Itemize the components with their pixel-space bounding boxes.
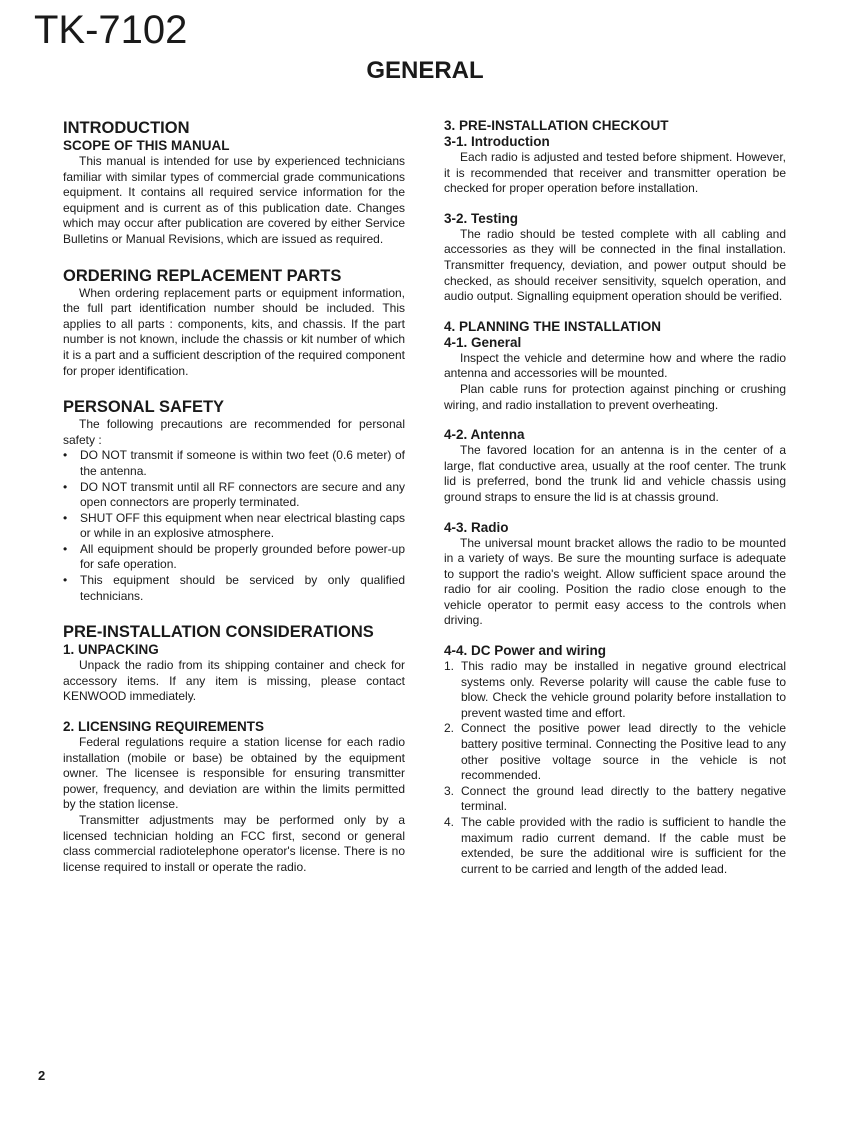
safety-list <box>63 448 405 604</box>
dc-power-list <box>444 659 786 877</box>
left-column <box>63 118 405 875</box>
list-item <box>444 721 786 783</box>
list-item-text: This radio may be installed in negative ground electrical systems only. Reverse polarity will cause the cable fuse to blow. Check the vehicle ground polarity before installation to prevent wasted time and effort. <box>461 659 786 720</box>
testing-heading: 3-2. Testing <box>444 210 519 226</box>
introduction-section <box>63 118 405 248</box>
general-paragraph-1: Inspect the vehicle and determine how and where the radio antenna and accessories will be mounted. <box>444 350 786 381</box>
list-item-text: The cable provided with the radio is sufficient to handle the maximum radio current demand. If the cable must be extended, be sure the additional wire is sufficient for the current to be carried and length of the added lead. <box>461 815 786 876</box>
licensing-heading: 2. LICENSING REQUIREMENTS <box>63 719 265 735</box>
ordering-section <box>63 266 405 380</box>
bullet-icon: • <box>63 541 68 556</box>
antenna-heading: 4-2. Antenna <box>444 427 525 443</box>
list-number: 1. <box>444 659 455 674</box>
right-column <box>444 118 786 877</box>
planning-heading: 4. PLANNING THE INSTALLATION <box>444 318 661 334</box>
checkout-section <box>444 118 786 305</box>
bullet-icon: • <box>63 510 68 525</box>
ordering-heading: ORDERING REPLACEMENT PARTS <box>63 266 342 285</box>
general-heading: 4-1. General <box>444 334 522 350</box>
radio-paragraph: The universal mount bracket allows the radio to be mounted in a variety of ways. Be sure the mounting surface is adequate to support the radio's weight. Allow sufficient space around the radio for air cooling. Position the radio close enough to the vehicle operator to permit easy access to the controls when driving. <box>444 535 786 628</box>
bullet-icon: • <box>63 573 68 588</box>
list-item-text: Connect the ground lead directly to the battery negative terminal. <box>461 783 786 814</box>
list-item-text: All equipment should be properly grounded before power-up for safe operation. <box>80 541 405 572</box>
list-item <box>444 815 786 877</box>
list-item <box>63 448 405 479</box>
list-item-text: DO NOT transmit until all RF connectors are secure and any open connectors are properly terminated. <box>80 479 405 510</box>
preinstallation-section <box>63 622 405 875</box>
list-number: 4. <box>444 815 455 829</box>
page-title: GENERAL <box>366 57 484 84</box>
introduction-paragraph: Each radio is adjusted and tested before shipment. However, it is recommended that receiver and transmitter operation be checked for proper operation before installation. <box>444 150 786 196</box>
licensing-paragraph-2: Transmitter adjustments may be performed only by a licensed technician holding an FCC first, second or general class commercial radiotelephone operator's license. There is no license required to install or operate the radio. <box>63 813 405 874</box>
introduction-heading: INTRODUCTION <box>63 119 190 137</box>
list-item <box>63 542 405 573</box>
introduction-subheading: 3-1. Introduction <box>444 134 550 149</box>
checkout-heading: 3. PRE-INSTALLATION CHECKOUT <box>444 118 669 133</box>
safety-heading: PERSONAL SAFETY <box>63 398 225 417</box>
bullet-icon: • <box>63 448 68 463</box>
list-number: 3. <box>444 783 455 798</box>
planning-section <box>444 319 786 878</box>
general-paragraph-2: Plan cable runs for protection against pinching or crushing wiring, and radio installation to prevent overheating. <box>444 381 786 412</box>
scope-paragraph: This manual is intended for use by experienced technicians familiar with similar types of commercial grade communications equipment. It contains all required service information for the equipment and is current as of this publication date. Changes which may occur after publication are covered by either Service Bulletins or Manual Revisions, which are issued as required. <box>63 154 405 246</box>
radio-heading: 4-3. Radio <box>444 519 509 535</box>
licensing-paragraph-1: Federal regulations require a station license for each radio installation (mobile or base) be obtained by the equipment owner. The licensee is responsible for ensuring transmitter power, frequency, and deviation are within the limits permitted by the station license. <box>63 735 405 812</box>
list-item-text: Connect the positive power lead directly to the vehicle battery positive terminal. Connecting the Positive lead to any other positive voltage source in the vehicle is not recommended. <box>461 721 786 783</box>
scope-heading: SCOPE OF THIS MANUAL <box>63 138 230 153</box>
testing-paragraph: The radio should be tested complete with all cabling and accessories as they will be connected in the final installation. Transmitter frequency, deviation, and power output should be checked, as should receiver sensitivity, squelch operation, and audio output. Signalling equipment operation should be verified. <box>444 226 786 304</box>
list-item <box>63 511 405 542</box>
list-item <box>63 480 405 511</box>
list-number: 2. <box>444 721 455 736</box>
list-item-text: DO NOT transmit if someone is within two feet (0.6 meter) of the antenna. <box>80 448 405 478</box>
list-item-text: This equipment should be serviced by only qualified technicians. <box>80 573 405 603</box>
list-item <box>444 784 786 815</box>
list-item <box>63 573 405 604</box>
unpacking-paragraph: Unpack the radio from its shipping container and check for accessory items. If any item is missing, please contact KENWOOD immediately. <box>63 658 405 704</box>
preinstallation-heading: PRE-INSTALLATION CONSIDERATIONS <box>63 623 374 642</box>
ordering-paragraph: When ordering replacement parts or equipment information, the full part identification number should be included. This applies to all parts : components, kits, and chassis. If the part number is not known, include the chassis or kit number of which it is a part and a sufficient description of the required component for proper identification. <box>63 285 405 378</box>
list-item-text: SHUT OFF this equipment when near electrical blasting caps or while in an explosive atmosphere. <box>80 510 405 541</box>
safety-section <box>63 397 405 604</box>
safety-intro: The following precautions are recommended for personal safety : <box>63 417 405 447</box>
bullet-icon: • <box>63 479 68 494</box>
antenna-paragraph: The favored location for an antenna is in the center of a large, flat conductive area, usually at the roof center. The trunk lid is preferred, bond the trunk lid and vehicle chassis using ground straps to ensure the lid is at chassis ground. <box>444 443 786 504</box>
unpacking-heading: 1. UNPACKING <box>63 642 159 658</box>
model-number: TK-7102 <box>34 8 188 52</box>
page-number: 2 <box>38 1068 46 1083</box>
list-item <box>444 659 786 721</box>
dc-power-heading: 4-4. DC Power and wiring <box>444 643 607 659</box>
